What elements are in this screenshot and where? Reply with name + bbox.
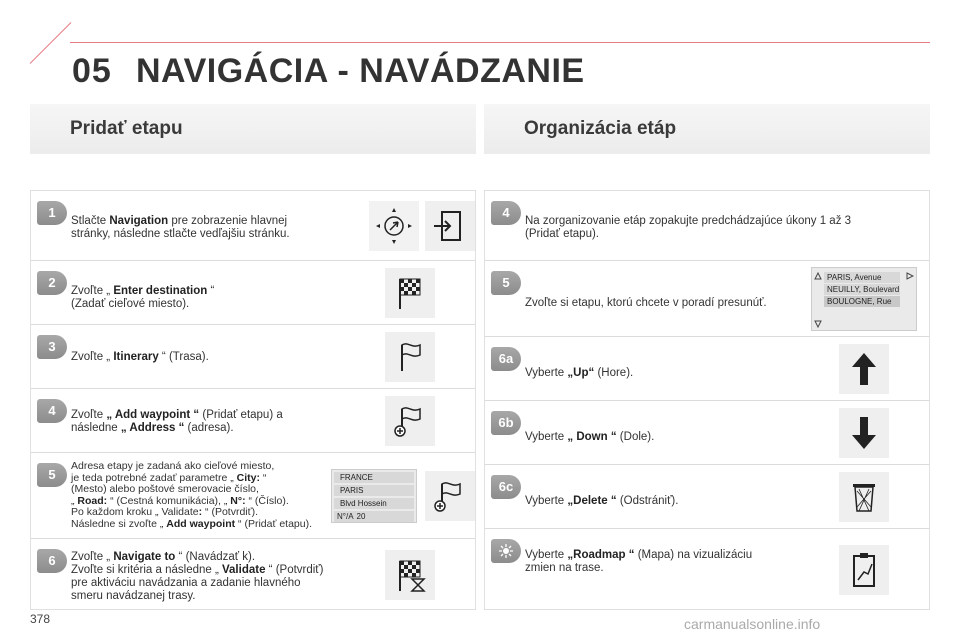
step-text: Zvoľte „ — [71, 351, 114, 363]
left-section-title: Pridať etapu — [70, 118, 183, 139]
step-text: Následne si zvoľte „ — [71, 517, 167, 530]
step-text: “ (Trasa). — [158, 351, 209, 363]
address-field-value: PARIS — [340, 486, 364, 495]
step-row-5 — [31, 453, 475, 539]
step-keyword: Road: — [77, 494, 108, 507]
step-keyword: : — [198, 506, 203, 518]
step-text-line — [71, 285, 214, 298]
step-text: je teda potrebné zadať parametre „ — [71, 471, 237, 484]
step-keyword: Itinerary — [113, 351, 159, 363]
step-row-4 — [31, 389, 475, 453]
chapter-title: NAVIGÁCIA - NAVÁDZANIE — [136, 52, 585, 90]
step-row-2 — [31, 261, 475, 325]
step-row-3 — [31, 325, 475, 389]
step-badge: 6b — [491, 411, 521, 435]
step-text — [71, 351, 209, 364]
corner-line-diagonal — [30, 22, 72, 64]
page-number: 378 — [30, 612, 51, 626]
step-text: Zvoľte „ — [71, 551, 114, 563]
step-text-line — [71, 519, 312, 531]
navigation-joystick-button[interactable] — [369, 201, 419, 251]
arrow-up-button[interactable] — [839, 344, 889, 394]
step-text: “ (Navádzať k). — [175, 551, 256, 563]
step-text — [71, 215, 290, 241]
step-keyword: „Delete “ — [567, 495, 617, 507]
step-text: “ (Cestná komunikácia), „ — [107, 494, 231, 507]
scroll-up-icon[interactable] — [814, 272, 822, 280]
step-text-line — [525, 215, 851, 228]
step-text — [71, 409, 283, 435]
step-text: (adresa). — [184, 422, 234, 434]
step-keyword: Navigation — [109, 215, 169, 227]
left-steps-panel — [30, 190, 476, 610]
itinerary-flag-icon — [390, 337, 430, 377]
trash-icon — [844, 477, 884, 517]
step-keyword: Validate — [222, 564, 266, 576]
watermark: carmanualsonline.info — [684, 616, 821, 632]
step-text: Vyberte — [525, 495, 568, 507]
step-text — [525, 549, 752, 575]
step-keyword: „ Down “ — [567, 431, 617, 443]
step-text: smeru navádzanej trasy. — [71, 590, 196, 602]
step-badge: 6 — [37, 549, 67, 573]
checkered-flag-button[interactable] — [385, 268, 435, 318]
sun-icon — [498, 543, 514, 559]
address-field-value: Blvd Hossein — [340, 499, 387, 508]
step-text-line — [71, 577, 323, 590]
itinerary-flag-button[interactable] — [385, 332, 435, 382]
step-keyword: „ Address “ — [120, 422, 185, 434]
step-text: “ (Číslo). — [245, 494, 289, 507]
add-waypoint-button[interactable] — [385, 396, 435, 446]
step-keyword: N°: — [230, 494, 246, 507]
address-field-value: FRANCE — [340, 473, 373, 482]
step-badge: 4 — [491, 201, 521, 225]
step-keyword: „Up“ — [567, 367, 595, 379]
step-text: (Mesto) alebo poštové smerovacie číslo, — [71, 483, 259, 495]
step-text: (Mapa) na vizualizáciu — [634, 549, 753, 561]
step-text — [71, 461, 312, 530]
step-text-line — [525, 431, 654, 444]
step-text-line — [71, 590, 323, 603]
step-text: Vyberte — [525, 431, 568, 443]
step-badge: 1 — [37, 201, 67, 225]
step-text-line — [525, 297, 767, 310]
step-keyword: Add waypoint — [166, 517, 236, 530]
waypoint-list-screen — [811, 267, 917, 331]
chapter-number: 05 — [72, 52, 112, 90]
step-text-line — [525, 562, 752, 575]
waypoint-item[interactable]: PARIS, Avenue — [824, 272, 900, 283]
step-text: pre zobrazenie hlavnej — [168, 215, 288, 227]
arrow-down-button[interactable] — [839, 408, 889, 458]
step-text: „ — [71, 494, 78, 507]
step-text: stránky, následne stlačte vedľajšiu stránku. — [71, 228, 290, 240]
step-badge: 6a — [491, 347, 521, 371]
step-text: Adresa etapy je zadaná ako cieľové miesto, — [71, 460, 275, 472]
step-keyword: „ Add waypoint “ — [106, 409, 200, 421]
checkered-flag-icon — [390, 273, 430, 313]
step-text: “ (Potvrdiť) — [265, 564, 324, 576]
step-text — [525, 297, 767, 310]
step-keyword: „Roadmap “ — [567, 549, 635, 561]
step-keyword: Enter destination — [113, 285, 208, 297]
navigate-to-icon — [390, 555, 430, 595]
step-text — [525, 367, 633, 380]
step-row-6b — [485, 401, 929, 465]
step-badge: 6c — [491, 475, 521, 499]
step-text-line — [525, 367, 633, 380]
step-text: Po každom kroku „ Validate — [71, 506, 199, 518]
step-text: “ — [259, 471, 267, 484]
right-section-title: Organizácia etáp — [524, 118, 677, 139]
step-text-line — [71, 215, 290, 228]
step-text: Vyberte — [525, 367, 568, 379]
step-text-line — [71, 422, 283, 435]
waypoint-item[interactable]: BOULOGNE, Rue — [824, 296, 900, 307]
step-text — [71, 285, 214, 311]
step-badge: 2 — [37, 271, 67, 295]
step-badge: 5 — [37, 463, 67, 487]
step-text-line — [71, 564, 323, 577]
address-field[interactable] — [334, 511, 414, 522]
joystick-icon — [374, 206, 414, 246]
step-badge — [491, 539, 521, 563]
step-badge: 4 — [37, 399, 67, 423]
arrow-up-icon — [844, 349, 884, 389]
step-text: “ (Potvrdiť). — [202, 506, 258, 518]
step-text: “ — [207, 285, 215, 297]
step-text: (Hore). — [594, 367, 634, 379]
step-row-6c — [485, 465, 929, 529]
corner-line-horizontal — [70, 42, 930, 43]
roadmap-button[interactable] — [839, 545, 889, 595]
scroll-down-icon[interactable] — [814, 320, 822, 328]
address-entry-screen — [331, 469, 417, 523]
navigate-to-button[interactable] — [385, 550, 435, 600]
step-text: Vyberte — [525, 549, 568, 561]
right-steps-panel — [484, 190, 930, 610]
address-field-value: 20 — [356, 512, 366, 521]
step-text — [525, 215, 851, 241]
step-text — [525, 495, 678, 508]
address-field[interactable] — [334, 472, 414, 483]
step-text-line — [71, 551, 323, 564]
step-text — [71, 551, 323, 603]
add-waypoint-icon — [430, 476, 470, 516]
add-waypoint-icon — [390, 401, 430, 441]
step-text: (Zadať cieľové miesto). — [71, 298, 190, 310]
step-text: “ (Pridať etapu). — [235, 517, 313, 530]
address-field[interactable] — [334, 498, 414, 509]
step-text: Zvoľte si kritéria a následne „ — [71, 564, 222, 576]
step-text: Stlačte — [71, 215, 110, 227]
next-page-icon — [430, 206, 470, 246]
step-badge: 5 — [491, 271, 521, 295]
add-waypoint-button[interactable] — [425, 471, 475, 521]
next-icon[interactable] — [906, 272, 914, 280]
step-row-4 — [485, 191, 929, 261]
step-row-1 — [31, 191, 475, 261]
waypoint-item[interactable]: NEUILLY, Boulevard — [824, 284, 900, 295]
step-text: následne — [71, 422, 121, 434]
step-keyword: Navigate to — [113, 551, 176, 563]
step-row-6a — [485, 337, 929, 401]
step-text: pre aktiváciu navádzania a zadanie hlavného — [71, 577, 301, 589]
trash-button[interactable] — [839, 472, 889, 522]
right-section-header — [484, 104, 930, 154]
step-text: (Odstrániť). — [616, 495, 679, 507]
arrow-down-icon — [844, 413, 884, 453]
step-text: Zvoľte si etapu, ktorú chcete v poradí presunúť. — [525, 297, 767, 309]
step-text — [525, 431, 654, 444]
step-text-line — [525, 549, 752, 562]
step-text: Zvoľte — [71, 409, 107, 421]
step-text-line — [71, 228, 290, 241]
next-page-button[interactable] — [425, 201, 475, 251]
step-row-5 — [485, 261, 929, 337]
step-text: (Pridať etapu) a — [199, 409, 283, 421]
step-text-line — [71, 298, 214, 311]
step-text-line — [525, 228, 851, 241]
step-row-* — [485, 529, 929, 611]
step-text-line — [71, 351, 209, 364]
left-section-header — [30, 104, 476, 154]
step-keyword: City: — [236, 471, 260, 484]
step-text: (Pridať etapu). — [525, 228, 599, 240]
address-field[interactable] — [334, 485, 414, 496]
roadmap-icon — [844, 550, 884, 590]
step-text-line — [71, 409, 283, 422]
step-badge: 3 — [37, 335, 67, 359]
step-text: Zvoľte „ — [71, 285, 114, 297]
step-row-6 — [31, 539, 475, 611]
step-text: Na zorganizovanie etáp zopakujte predchádzajúce úkony 1 až 3 — [525, 215, 852, 227]
address-field-label: N°/A — [337, 512, 354, 521]
step-text-line — [525, 495, 678, 508]
step-text: (Dole). — [616, 431, 655, 443]
step-text: zmien na trase. — [525, 562, 604, 574]
